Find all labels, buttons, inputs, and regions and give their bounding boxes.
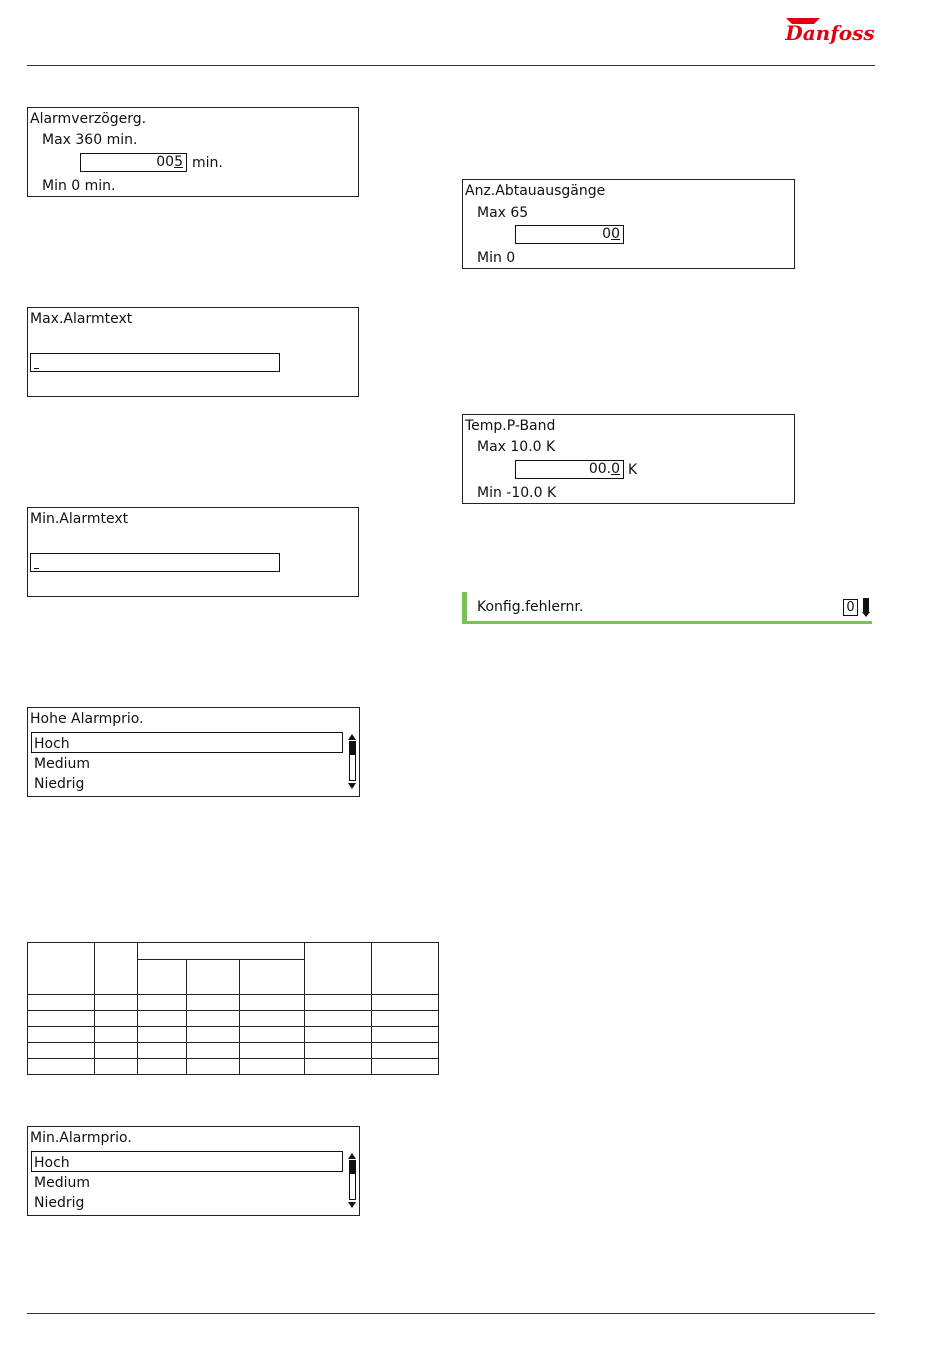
value-digits: 00. [588, 461, 612, 477]
value-cursor-digit: 5 [174, 154, 183, 170]
value-cursor-digit: 0 [611, 226, 620, 242]
min-alarm-text-input[interactable] [30, 553, 280, 572]
max-label: Max 10.0 K [477, 439, 556, 455]
value-cursor-digit: 0 [611, 461, 620, 477]
temp-p-band-display [462, 414, 795, 504]
chevron-down-icon[interactable] [348, 1202, 356, 1208]
scroll-thumb [863, 598, 869, 612]
table-row [28, 995, 439, 1011]
alarm-delay-input[interactable] [80, 153, 187, 172]
max-alarm-text-input[interactable] [30, 353, 280, 372]
chevron-down-icon[interactable] [348, 783, 356, 789]
scrollbar[interactable] [348, 734, 357, 792]
display-title: Hohe Alarmprio. [30, 711, 144, 727]
table-row [28, 1027, 439, 1043]
chevron-up-icon[interactable] [348, 1153, 356, 1159]
svg-text:Danfoss: Danfoss [785, 21, 875, 45]
option-niedrig[interactable]: Niedrig [34, 1195, 85, 1211]
display-title: Min.Alarmtext [30, 511, 129, 527]
danfoss-logo [780, 14, 880, 50]
min-alarm-text-display [27, 507, 359, 597]
table-row [28, 1043, 439, 1059]
max-alarm-text-display [27, 307, 359, 397]
option-hoch[interactable]: Hoch [34, 736, 70, 752]
option-hoch[interactable]: Hoch [34, 1155, 70, 1171]
scroll-thumb[interactable] [349, 1160, 356, 1174]
display-title: Anz.Abtauausgänge [465, 183, 606, 199]
table-cell [372, 943, 439, 995]
unit-label: K [628, 462, 638, 478]
header-rule [27, 65, 875, 66]
config-error-label: Konfig.fehlernr. [477, 599, 584, 615]
value-digits: 0 [602, 226, 612, 242]
display-title: Alarmverzögerg. [30, 111, 147, 127]
table-row [28, 1011, 439, 1027]
display-title: Min.Alarmprio. [30, 1130, 132, 1146]
min-label: Min 0 [477, 250, 516, 266]
table-cell [305, 943, 372, 995]
selected-option-frame[interactable] [31, 732, 343, 753]
display-title: Temp.P-Band [465, 418, 556, 434]
option-niedrig[interactable]: Niedrig [34, 776, 85, 792]
text-caret [34, 568, 39, 569]
unit-label: min. [192, 155, 223, 171]
chevron-down-icon[interactable] [862, 612, 870, 617]
table-cell [138, 960, 187, 995]
defrost-outputs-input[interactable] [515, 225, 624, 244]
config-error-value[interactable]: 0 [843, 599, 858, 616]
display-title: Max.Alarmtext [30, 311, 133, 327]
option-medium[interactable]: Medium [34, 1175, 90, 1191]
min-alarm-prio-display [27, 1126, 360, 1216]
defrost-outputs-display [462, 179, 795, 269]
max-label: Max 65 [477, 205, 529, 221]
scroll-thumb[interactable] [349, 741, 356, 755]
config-error-row[interactable] [462, 592, 872, 624]
table-cell [240, 960, 305, 995]
max-label: Max 360 min. [42, 132, 138, 148]
table-cell [95, 943, 138, 995]
table-cell [187, 960, 240, 995]
option-medium[interactable]: Medium [34, 756, 90, 772]
table-row [28, 943, 439, 960]
table-cell [138, 943, 305, 960]
scrollbar[interactable] [348, 1153, 357, 1211]
min-label: Min -10.0 K [477, 485, 557, 501]
text-caret [34, 368, 39, 369]
selected-option-frame[interactable] [31, 1151, 343, 1172]
value-digits: 00 [156, 154, 175, 170]
footer-rule [27, 1313, 875, 1314]
min-label: Min 0 min. [42, 178, 116, 194]
chevron-up-icon[interactable] [348, 734, 356, 740]
high-alarm-prio-display [27, 707, 360, 797]
table-cell [28, 943, 95, 995]
table-row [28, 1059, 439, 1075]
alarm-delay-display [27, 107, 359, 197]
parameter-table [27, 942, 439, 1075]
temp-p-band-input[interactable] [515, 460, 624, 479]
